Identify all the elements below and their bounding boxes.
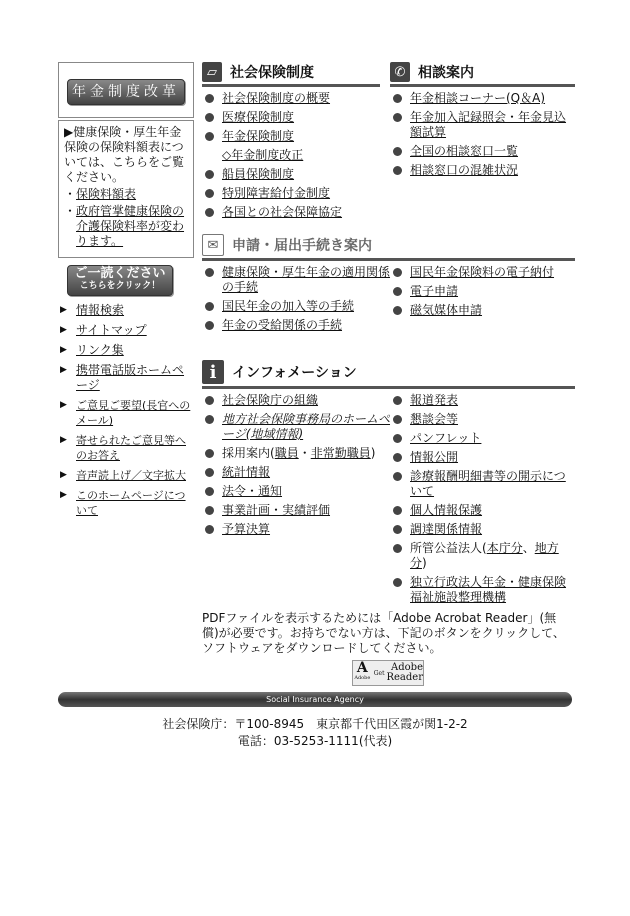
footer-phone: 電話：03-5253-1111(代表) [237, 734, 393, 748]
notebook-icon: ▱ [202, 62, 222, 82]
link[interactable]: 法令・通知 [222, 484, 283, 498]
list-item [202, 446, 390, 461]
link[interactable]: 情報公開 [410, 450, 459, 464]
nav-link-accessibility[interactable]: 音声読上げ／文字拡大 [76, 469, 186, 482]
nav-link-links[interactable]: リンク集 [76, 343, 124, 357]
link[interactable]: 年金保険制度 [222, 129, 295, 143]
link[interactable]: 年金の受給関係の手続 [222, 318, 343, 332]
list-item[interactable] [390, 163, 575, 178]
adobe-text: Adobe [391, 662, 423, 673]
link[interactable]: 相談窓口の混雑状況 [410, 163, 519, 177]
envelope-icon: ✉ [202, 234, 224, 256]
section-applications [202, 234, 575, 337]
list-item[interactable] [202, 167, 380, 182]
link[interactable]: 社会保険庁の組織 [222, 393, 319, 407]
link[interactable]: 地方社会保険事務局のホームページ(地域情報) [222, 412, 391, 441]
text: 、 [522, 541, 535, 555]
text: 所管公益法人( [410, 541, 487, 555]
link[interactable]: 調達関係情報 [410, 522, 483, 536]
list-item[interactable] [202, 205, 380, 220]
link[interactable]: 社会保険制度の概要 [222, 91, 331, 105]
list-item[interactable] [202, 503, 390, 518]
link[interactable]: 船員保険制度 [222, 167, 295, 181]
please-read-button[interactable] [67, 265, 173, 296]
list-item[interactable] [390, 431, 568, 446]
nav-link-opinion[interactable]: ご意見ご要望(長官へのメール) [76, 399, 191, 427]
list-item[interactable] [390, 412, 568, 427]
please-read-title: ご一読ください [74, 266, 166, 281]
list-item[interactable] [202, 186, 380, 201]
nav-item[interactable] [60, 468, 192, 483]
list-item[interactable] [390, 503, 568, 518]
heading-text: インフォメーション [232, 365, 357, 381]
link[interactable]: 事業計画・実績評価 [222, 503, 331, 517]
list-item[interactable] [390, 284, 575, 299]
section-information [202, 360, 575, 609]
list-item[interactable] [202, 412, 390, 442]
link[interactable]: 国民年金保険料の電子納付 [410, 265, 555, 279]
link[interactable]: 年金加入記録照会・年金見込額試算 [410, 110, 567, 139]
section-heading [202, 62, 380, 87]
list-item[interactable] [202, 129, 380, 144]
get-adobe-reader-button[interactable] [352, 660, 424, 686]
list-item[interactable] [390, 265, 575, 280]
link-parttime[interactable]: 非常勤職員 [310, 446, 371, 460]
adobe-logo-icon: A Adobe [354, 660, 371, 681]
text: ) [370, 446, 376, 460]
link[interactable]: 電子申請 [410, 284, 459, 298]
link[interactable]: 特別障害給付金制度 [222, 186, 331, 200]
text: ) [422, 556, 427, 570]
link[interactable]: 独立行政法人年金・健康保険福祉施設整理機構 [410, 575, 567, 604]
nav-item[interactable] [60, 323, 192, 338]
link[interactable]: 磁気媒体申請 [410, 303, 483, 317]
footer-address: 社会保険庁：〒100-8945 東京都千代田区霞が関1-2-2 [162, 717, 468, 731]
link[interactable]: 全国の相談窓口一覧 [410, 144, 519, 158]
list-item [390, 541, 568, 571]
link[interactable]: 診療報酬明細書等の開示について [410, 469, 566, 498]
list-item[interactable] [202, 110, 380, 125]
notice-text: ▶健康保険・厚生年金保険の保険料額表については、こちらをご覧ください。 [64, 125, 185, 184]
list-item[interactable] [390, 450, 568, 465]
nav-item[interactable] [60, 433, 192, 463]
link[interactable]: 統計情報 [222, 465, 271, 479]
heading-text: 申請・届出手続き案内 [232, 238, 372, 254]
premium-notice-box: ▶健康保険・厚生年金保険の保険料額表については、こちらをご覧ください。 ・ 保険料額表 ・ 政府管掌健康保険の介護保険料率が変わります。 [58, 120, 194, 258]
nav-link-search[interactable]: 情報検索 [76, 303, 125, 317]
text: 採用案内( [222, 446, 275, 460]
reform-box [58, 62, 194, 118]
list-item[interactable] [202, 148, 380, 163]
please-read-subtitle: こちらをクリック！ [79, 281, 161, 291]
link[interactable]: ◇年金制度改正 [222, 148, 304, 162]
link[interactable]: 懇談会等 [410, 412, 459, 426]
link-staff[interactable]: 職員 [274, 446, 299, 460]
list-item[interactable] [390, 303, 575, 318]
list-item[interactable] [390, 393, 568, 408]
list-item[interactable] [202, 91, 380, 106]
section-social-insurance [202, 62, 380, 224]
heading-text: 社会保険制度 [230, 65, 314, 81]
footer-bar: Social Insurance Agency [58, 692, 572, 707]
nav-link-answers[interactable]: 寄せられたご意見等へのお答え [76, 434, 186, 462]
list-item[interactable] [390, 575, 568, 605]
nav-item[interactable] [60, 398, 192, 428]
care-premium-link[interactable]: 政府管掌健康保険の介護保険料率が変わります。 [76, 204, 185, 248]
list-item[interactable] [202, 522, 390, 537]
footer-info [0, 716, 630, 750]
list-item[interactable] [202, 299, 390, 314]
nav-item[interactable] [60, 303, 192, 318]
list-item[interactable] [390, 110, 575, 140]
list-item[interactable] [390, 522, 568, 537]
nav-link-sitemap[interactable]: サイトマップ [76, 323, 147, 337]
list-item[interactable] [390, 469, 568, 499]
heading-text: 相談案内 [418, 65, 474, 81]
section-heading [202, 234, 575, 261]
text: ・ [298, 446, 311, 460]
link[interactable]: 健康保険・厚生年金の適用関係の手続 [222, 265, 391, 294]
section-heading [390, 62, 575, 87]
list-item[interactable] [202, 484, 390, 499]
link[interactable]: 予算決算 [222, 522, 271, 536]
nav-item[interactable] [60, 343, 192, 358]
list-item[interactable] [390, 144, 575, 159]
phone-icon: ✆ [390, 62, 410, 82]
link[interactable]: 報道発表 [410, 393, 459, 407]
list-item[interactable] [202, 393, 390, 408]
reader-text: Reader [386, 672, 423, 683]
nav-item[interactable] [60, 488, 192, 518]
section-consultation [390, 62, 575, 182]
pension-reform-banner[interactable]: 年金制度改革 [67, 79, 185, 105]
pdf-note: PDFファイルを表示するためには「Adobe Acrobat Reader」(無償)が必要です。お持ちでない方は、下記のボタンをクリックして、ソフトウェアをダウンロードしてください。 [202, 611, 565, 655]
link[interactable]: 国民年金の加入等の手続 [222, 299, 355, 313]
sidebar-nav [60, 303, 192, 523]
link[interactable]: 医療保険制度 [222, 110, 295, 124]
list-item[interactable] [390, 91, 575, 106]
nav-link-about[interactable]: このホームページについて [76, 489, 186, 517]
get-text: Get [373, 669, 385, 677]
list-item[interactable] [202, 465, 390, 480]
link[interactable]: 年金相談コーナー(Q＆A) [410, 91, 546, 105]
link[interactable]: パンフレット [410, 431, 482, 445]
premium-table-link[interactable]: 保険料額表 [76, 187, 137, 201]
nav-link-mobile[interactable]: 携帯電話版ホームページ [76, 363, 185, 392]
list-item[interactable] [202, 318, 390, 333]
link[interactable]: 個人情報保護 [410, 503, 483, 517]
nav-item[interactable] [60, 363, 192, 393]
section-heading [202, 360, 575, 389]
info-icon: i [202, 360, 224, 384]
list-item[interactable] [202, 265, 390, 295]
link-hq[interactable]: 本庁分 [486, 541, 523, 555]
link-regional[interactable]: 地方分 [410, 541, 559, 570]
link[interactable]: 各国との社会保障協定 [222, 205, 343, 219]
